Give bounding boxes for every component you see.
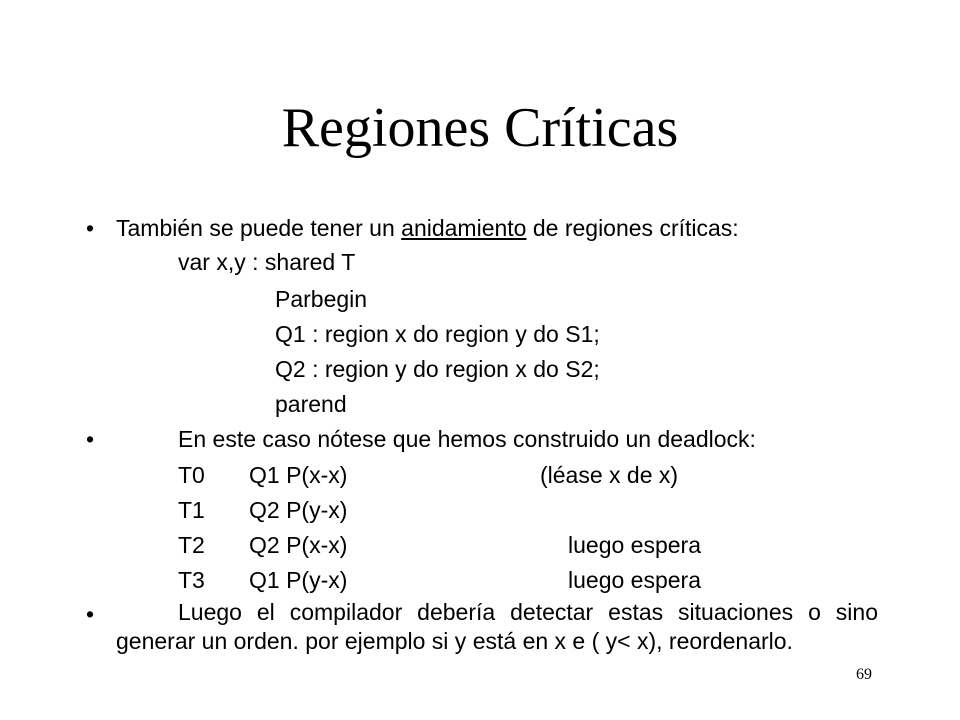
bullet-text: En este caso nótese que hemos construido un deadlock: bbox=[178, 426, 756, 452]
slide: Regiones Críticas • También se puede tener un anidamiento de regiones críticas: var x,y : shared T Parbegin Q1 : region x do region y do S1; Q2 : region y do region x do S2; parend • En este caso nótese que hemos construido un deadlock: T0 Q1 P(x-x) (léase x de x) T1 Q2 P(y-x) T2 Q2 P(x-x) luego espera T3 Q1 P(y-x) luego espera • Luego el compilador debería detectar estas situaciones o sino generar un orden. por ejemplo si y está en x e ( y< x), reordenarlo. 69 bbox=[0, 0, 960, 720]
bullet-text: Luego el compilador debería detectar estas situaciones o sino generar un orden. por ejemplo si y está en x e ( y< x), reordenarlo. bbox=[116, 599, 878, 654]
slide-title: Regiones Críticas bbox=[281, 97, 679, 159]
bullet-icon: • bbox=[86, 215, 95, 241]
bullet-icon: • bbox=[86, 426, 95, 452]
bullet-text: También se puede tener un anidamiento de regiones críticas: bbox=[116, 215, 739, 241]
bullet-icon: • bbox=[86, 601, 95, 627]
page-number: 69 bbox=[856, 666, 872, 683]
underlined-term: anidamiento bbox=[401, 215, 527, 241]
